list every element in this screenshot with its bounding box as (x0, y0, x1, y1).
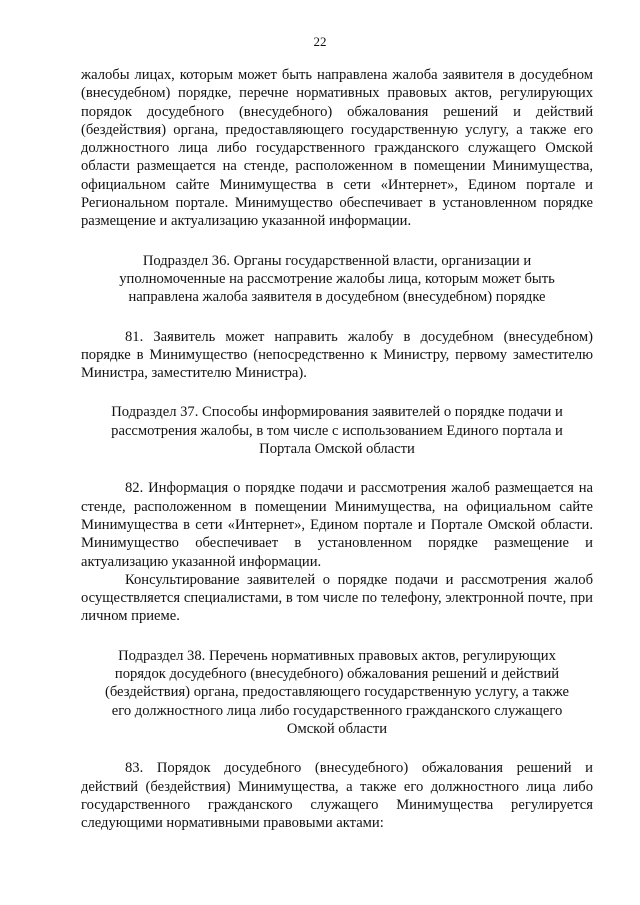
paragraph-82-consulting: Консультирование заявителей о порядке подачи и рассмотрения жалоб осуществляется специалистами, в том числе по телефону, электронной почте, при личном приеме. (81, 571, 593, 625)
subsection-38-heading: Подраздел 38. Перечень нормативных правовых актов, регулирующих порядок досудебного (внесудебного) обжалования решений и действий (бездействия) органа, предоставляющего государственную услугу, а также его должностного лица либо государственного гражданского служащего Омской области (104, 647, 570, 737)
paragraph-83: 83. Порядок досудебного (внесудебного) обжалования решений и действий (бездействия) Минимущества, а также его должностного лица либо государственного гражданского служащего Минимущества регулируется следующими нормативными правовыми актами: (81, 760, 593, 832)
page-content (81, 66, 593, 832)
paragraph-continuation: жалобы лицах, которым может быть направлена жалоба заявителя в досудебном (внесудебном) порядке, перечне нормативных правовых актов, регулирующих порядок досудебного (внесудебного) обжалования решений и действий (бездействия) органа, предоставляющего государственную услугу, а также его должностного лица либо государственного гражданского служащего Омской области размещается на стенде, расположенном в помещении Минимущества, официальном сайте Минимущества в сети «Интернет», Едином портале и Региональном портале. Минимущество обеспечивает в установленном порядке размещение и актуализацию указанной информации. (81, 67, 593, 230)
paragraph-81: 81. Заявитель может направить жалобу в досудебном (внесудебном) порядке в Минимущество (непосредственно к Министру, первому заместителю Министра, заместителю Министра). (81, 328, 593, 382)
page-number: 22 (313, 34, 327, 49)
subsection-37-heading: Подраздел 37. Способы информирования заявителей о порядке подачи и рассмотрения жалобы, в том числе с использованием Единого портала и Портала Омской области (111, 404, 563, 458)
subsection-36-heading: Подраздел 36. Органы государственной власти, организации и уполномоченные на рассмотрение жалобы лица, которым может быть направлена жалоба заявителя в досудебном (внесудебном) порядке (119, 252, 555, 306)
paragraph-82: 82. Информация о порядке подачи и рассмотрения жалоб размещается на стенде, расположенном в помещении Минимущества, на официальном сайте Минимущества в сети «Интернет», Едином портале и Портале Омской области. Минимущество обеспечивает в установленном порядке размещение и актуализацию указанной информации. (81, 480, 593, 570)
